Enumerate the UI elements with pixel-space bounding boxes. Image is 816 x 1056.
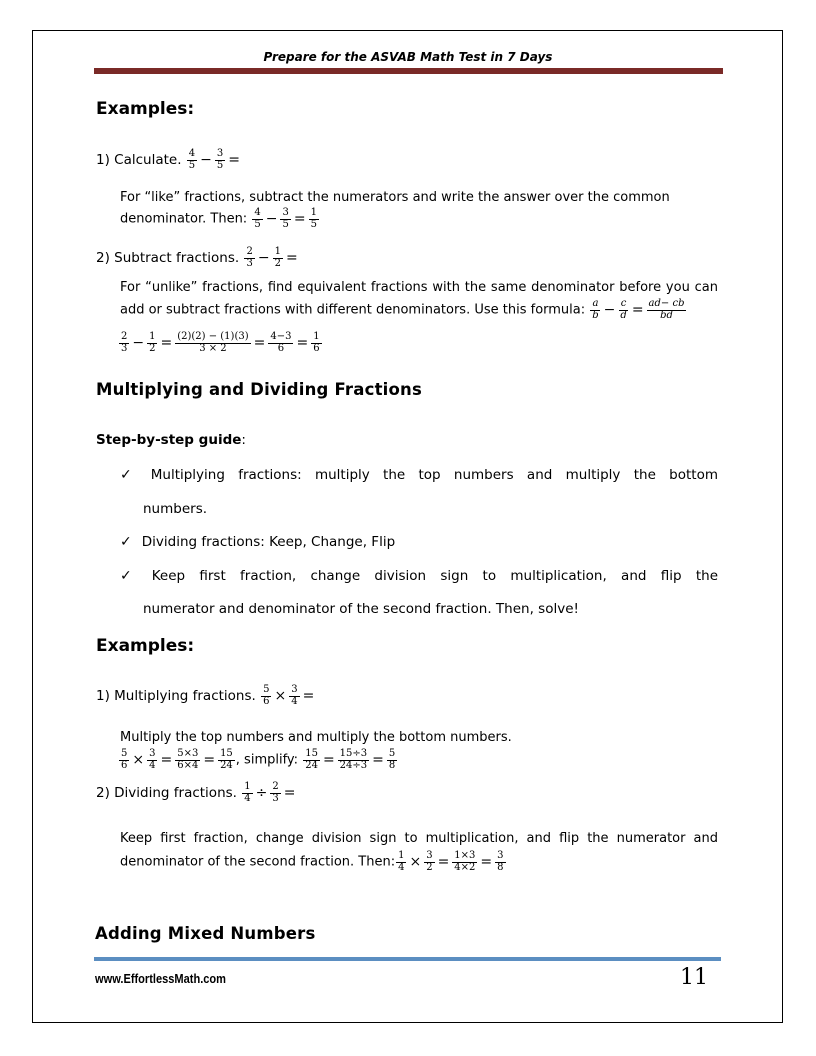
fraction: $\frac{4}{5}$	[188, 148, 196, 171]
examples-heading-1: Examples:	[96, 99, 195, 119]
formula-fraction: $\frac{a}{b}$	[592, 298, 599, 321]
example-4-explanation: Keep first fraction, change division sign to multiplication, and flip the numerator and	[120, 831, 718, 846]
bullet-1-continued: numbers.	[143, 501, 208, 517]
example-1-prompt: 1) Calculate. $\frac{4}{5}$ − $\frac{3}{5}$ =	[96, 148, 241, 171]
section-title-multiplying-dividing: Multiplying and Dividing Fractions	[96, 380, 423, 399]
example-1-explanation: For “like” fractions, subtract the numerators and write the answer over the common	[120, 190, 670, 205]
example-3-label: 1) Multiplying fractions.	[96, 688, 256, 704]
example-4-calculation: denominator of the second fraction. Then: $\frac{1}{4}$ × $\frac{3}{2}$ = $\frac{1\times 3}{4\times 2}$ = $\frac{3}{8}$	[120, 850, 504, 873]
example-4-prompt: 2) Dividing fractions. $\frac{1}{4}$ ÷ $\frac{2}{3}$ =	[96, 781, 296, 804]
footer-website: www.EffortlessMath.com	[95, 971, 226, 986]
fraction: $\frac{3}{5}$	[216, 148, 224, 171]
header-rule	[94, 68, 723, 74]
example-3-calculation: $\frac{5}{6}$ × $\frac{3}{4}$ = $\frac{5\times 3}{6\times 4}$ = $\frac{15}{24}$ , simplify: $\frac{15}{24}$ = $\frac{15\div 3}{24\div 3}$ = $\frac{5}{8}$	[121, 748, 396, 771]
page-number: 11	[680, 965, 708, 990]
example-1-result: denominator. Then: $\frac{4}{5}$ − $\frac{3}{5}$ = $\frac{1}{5}$	[120, 207, 317, 230]
section-title-adding-mixed-numbers: Adding Mixed Numbers	[95, 924, 316, 943]
step-guide-label: Step-by-step guide:	[96, 432, 246, 448]
example-1-label: 1) Calculate.	[96, 152, 182, 168]
example-3-prompt: 1) Multiplying fractions. $\frac{5}{6}$ × $\frac{3}{4}$ =	[96, 684, 315, 707]
example-2-explanation: For “unlike” fractions, find equivalent fractions with the same denominator before you can	[120, 280, 718, 295]
example-3-explanation: Multiply the top numbers and multiply the bottom numbers.	[120, 730, 512, 745]
bullet-1: ✓ Multiplying fractions: multiply the top numbers and multiply the bottom	[120, 467, 718, 483]
check-icon: ✓	[120, 467, 141, 483]
example-4-label: 2) Dividing fractions.	[96, 785, 237, 801]
running-header: Prepare for the ASVAB Math Test in 7 Days	[263, 50, 553, 64]
bullet-3: ✓ Keep first fraction, change division sign to multiplication, and flip the	[120, 568, 718, 584]
bullet-3-continued: numerator and denominator of the second fraction. Then, solve!	[143, 601, 579, 617]
example-2-calculation: $\frac{2}{3}$ − $\frac{1}{2}$ = $\frac{(2)(2) - (1)(3)}{3 \times 2}$ = $\frac{4-3}{6}$ = $\frac{1}{6}$	[121, 331, 320, 354]
example-2-label: 2) Subtract fractions.	[96, 250, 240, 266]
bullet-2: ✓ Dividing fractions: Keep, Change, Flip	[120, 534, 396, 550]
check-icon: ✓	[120, 534, 132, 550]
check-icon: ✓	[120, 568, 142, 584]
page-border	[32, 30, 783, 1023]
example-2-prompt: 2) Subtract fractions. $\frac{2}{3}$ − $\frac{1}{2}$ =	[96, 246, 298, 269]
examples-heading-2: Examples:	[96, 636, 195, 656]
footer-rule	[94, 957, 721, 961]
formula-line: add or subtract fractions with different denominators. Use this formula: $\frac{a}{b}$ − $\frac{c}{d}$ = $\frac{ad- cb}{bd}$	[120, 298, 685, 321]
